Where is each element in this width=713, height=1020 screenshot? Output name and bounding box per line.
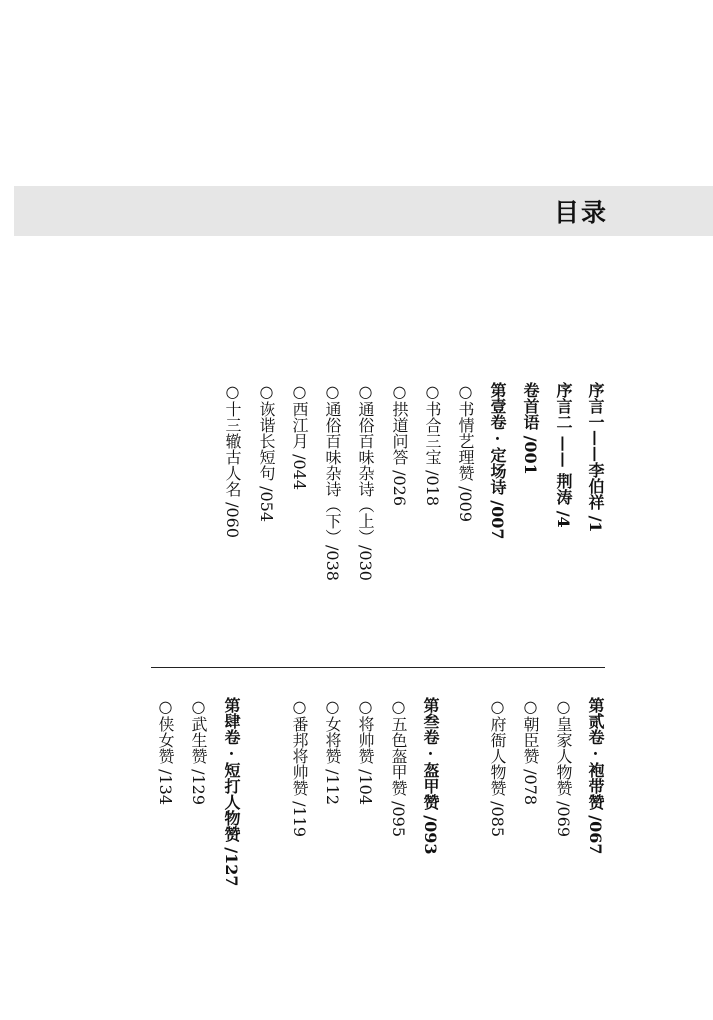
bullet-icon: ○ [488,697,507,716]
page-title: 目录 [553,198,608,227]
toc-entry: 第贰卷 · 袍带赞 /067 [586,697,605,855]
bullet-icon: ○ [290,697,309,716]
bullet-icon: ○ [554,697,573,716]
toc-entry: ○府衙人物赞 /085 [488,697,507,838]
bullet-icon: ○ [323,697,342,716]
toc-entry: 第壹卷 · 定场诗 /007 [488,382,507,540]
toc-entry: ○将帅赞 /104 [356,697,375,806]
title-banner [14,186,713,236]
bullet-icon: ○ [257,382,276,401]
toc-entry: ○书合三宝 /018 [423,382,442,507]
bullet-icon: ○ [389,697,408,716]
bullet-icon: ○ [290,382,309,401]
toc-entry: ○诙谐长短句 /054 [257,382,276,523]
bullet-icon: ○ [156,697,175,716]
toc-entry: ○通俗百味杂诗（下）/038 [323,382,342,581]
toc-entry: ○朝臣赞 /078 [521,697,540,806]
bullet-icon: ○ [356,697,375,716]
toc-entry: ○皇家人物赞 /069 [554,697,573,838]
toc-entry: ○武生赞 /129 [189,697,208,806]
toc-entry: ○番邦将帅赞 /119 [290,697,309,838]
toc-entry: ○侠女赞 /134 [156,697,175,806]
bullet-icon: ○ [423,382,442,401]
toc-entry: 序言一——李伯祥 /1 [586,382,605,533]
toc-entry: ○五色盔甲赞 /095 [389,697,408,838]
bullet-icon: ○ [521,697,540,716]
toc-entry: 卷首语 /001 [521,382,540,475]
toc-entry: 序言二 —— 荆涛 /4 [554,382,573,528]
toc-entry: ○女将赞 /112 [323,697,342,806]
toc-entry: ○书情艺理赞 /009 [456,382,475,523]
section-divider [151,667,605,668]
toc-entry: 第肆卷 · 短打人物赞 /127 [222,697,241,887]
bullet-icon: ○ [356,382,375,401]
toc-entry: 第叁卷 · 盔甲赞 /093 [421,697,440,855]
bullet-icon: ○ [323,382,342,401]
bullet-icon: ○ [456,382,475,401]
bullet-icon: ○ [390,382,409,401]
bullet-icon: ○ [189,697,208,716]
toc-entry: ○西江月 /044 [290,382,309,491]
toc-entry: ○拱道问答 /026 [390,382,409,507]
toc-entry: ○通俗百味杂诗（上）/030 [356,382,375,581]
toc-entry: ○十三辙古人名 /060 [223,382,242,539]
bullet-icon: ○ [223,382,242,401]
